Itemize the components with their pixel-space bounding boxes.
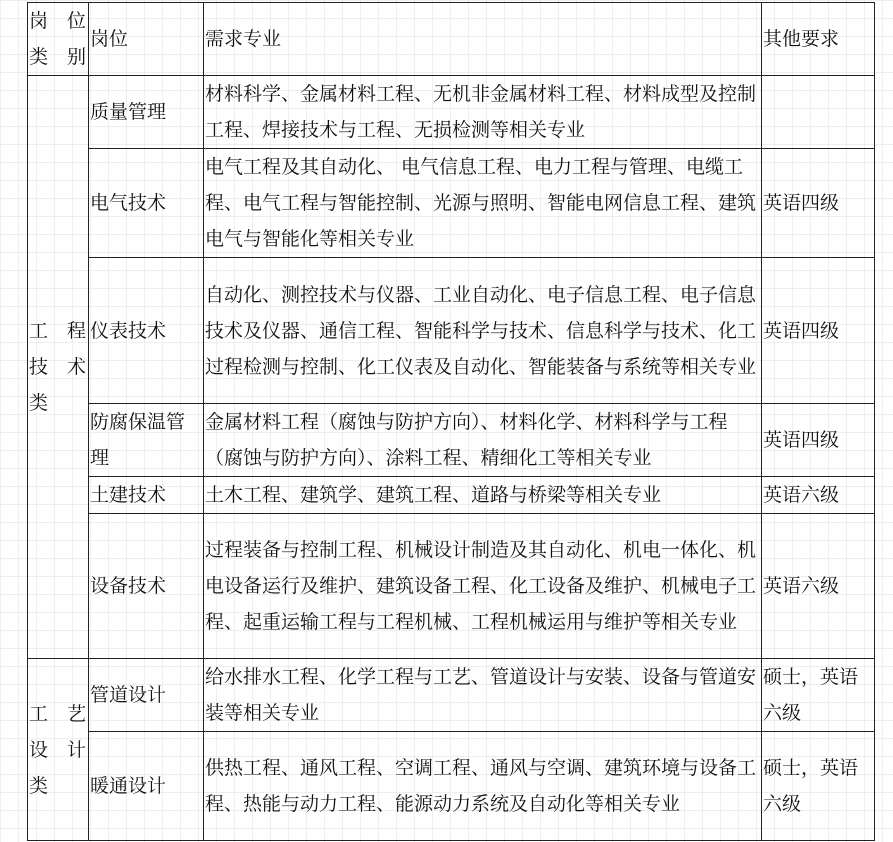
major-cell: 金属材料工程（腐蚀与防护方向）、材料化学、材料科学与工程（腐蚀与防护方向）、涂料工程、精细化工等相关专业 xyxy=(204,404,762,477)
table-row xyxy=(28,477,875,514)
table-row xyxy=(28,76,875,149)
table-row xyxy=(28,514,875,659)
header-category: 岗 位类别 xyxy=(28,3,89,76)
table-row xyxy=(28,404,875,477)
major-cell: 给水排水工程、化学工程与工艺、管道设计与安装、设备与管道安装等相关专业 xyxy=(204,659,762,732)
major-cell: 电气工程及其自动化、 电气信息工程、电力工程与管理、电缆工程、电气工程与智能控制、光源与照明、智能电网信息工程、建筑电气与智能化等相关专业 xyxy=(204,149,762,258)
major-cell: 土木工程、建筑学、建筑工程、道路与桥梁等相关专业 xyxy=(204,477,762,514)
position-cell: 电气技术 xyxy=(89,149,204,258)
position-cell: 仪表技术 xyxy=(89,258,204,404)
other-cell: 英语六级 xyxy=(762,477,875,514)
other-cell: 英语四级 xyxy=(762,149,875,258)
other-cell: 硕士，英语六级 xyxy=(762,732,875,841)
position-cell: 土建技术 xyxy=(89,477,204,514)
requirements-table xyxy=(27,2,875,841)
major-cell: 自动化、测控技术与仪器、工业自动化、电子信息工程、电子信息技术及仪器、通信工程、智能科学与技术、信息科学与技术、化工过程检测与控制、化工仪表及自动化、智能装备与系统等相关专业 xyxy=(204,258,762,404)
other-cell: 英语六级 xyxy=(762,514,875,659)
other-cell: 硕士，英语六级 xyxy=(762,659,875,732)
position-cell: 管道设计 xyxy=(89,659,204,732)
position-cell: 质量管理 xyxy=(89,76,204,149)
other-cell: 英语四级 xyxy=(762,258,875,404)
other-cell: 英语四级 xyxy=(762,404,875,477)
header-other: 其他要求 xyxy=(762,3,875,76)
major-cell: 过程装备与控制工程、机械设计制造及其自动化、机电一体化、机电设备运行及维护、建筑设备工程、化工设备及维护、机械电子工程、起重运输工程与工程机械、工程机械运用与维护等相关专业 xyxy=(204,514,762,659)
header-major: 需求专业 xyxy=(204,3,762,76)
position-cell: 防腐保温管理 xyxy=(89,404,204,477)
header-row xyxy=(28,3,875,76)
header-position: 岗位 xyxy=(89,3,204,76)
major-cell: 供热工程、通风工程、空调工程、通风与空调、建筑环境与设备工程、热能与动力工程、能源动力系统及自动化等相关专业 xyxy=(204,732,762,841)
table-row xyxy=(28,149,875,258)
position-cell: 设备技术 xyxy=(89,514,204,659)
table-row xyxy=(28,258,875,404)
table-row xyxy=(28,732,875,841)
position-cell: 暖通设计 xyxy=(89,732,204,841)
table-row xyxy=(28,659,875,732)
other-cell xyxy=(762,76,875,149)
category-process-design: 工 艺设 计类 xyxy=(28,659,89,841)
major-cell: 材料科学、金属材料工程、无机非金属材料工程、材料成型及控制工程、焊接技术与工程、无损检测等相关专业 xyxy=(204,76,762,149)
category-engineering: 工 程技 术类 xyxy=(28,76,89,659)
